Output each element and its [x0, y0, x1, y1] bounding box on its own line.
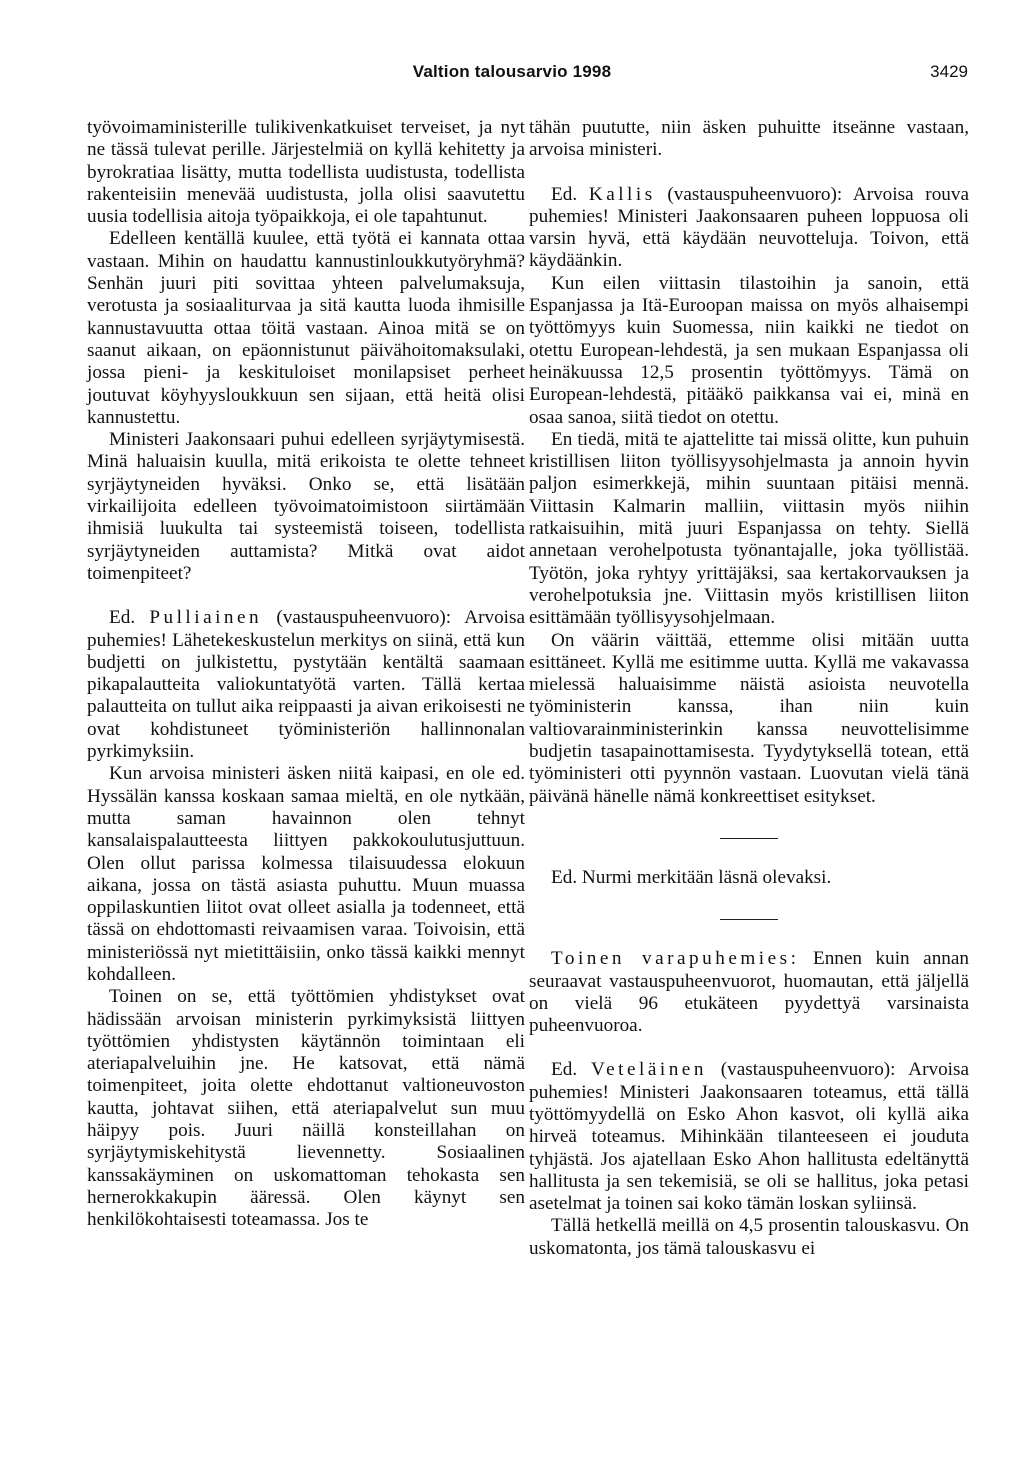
right-column [529, 117, 969, 1260]
running-header-title: Valtion talousarvio 1998 [412, 62, 612, 81]
paragraph: Edelleen kentällä kuulee, että työtä ei kannata ottaa vastaan. Mihin on haudattu kannustinloukkutyöryhmä? Senhän juuri piti sovittaa yhteen palvelumaksuja, verotusta ja sosiaaliturvaa ja sitä kautta luoda ihmisille kannustavuutta ottaa töitä vastaan. Ainoa mitä se on saanut aikaan, on epäonnistunut päivähoitomaksulaki, jossa pieni- ja keskituloiset monilapsiset perheet joutuvat köyhyysloukkuun sen sijaan, että heitä olisi kannustettu. [87, 228, 525, 428]
paragraph: Kun arvoisa ministeri äsken niitä kaipasi, en ole ed. Hyssälän kanssa koskaan samaa mieltä, en ole nytkään, mutta saman havainnon olen tehnyt kansalaispalautteesta liittyen pakkokoulutusjuttuun. Olen ollut parissa kolmessa tilaisuudessa elokuun aikana, jossa on tästä asiasta puhuttu. Muun muassa oppilaskuntien liitot ovat olleet asialla ja todenneet, että tässä on ehdottomasti reivaamisen varaa. Toivoisin, että ministeriössä nyt mietittäisiin, onko tässä kaikki mennyt kohdalleen. [87, 763, 525, 985]
left-column [87, 117, 525, 1232]
speaker-paragraph [529, 184, 969, 273]
speaker-name: Pulliainen [149, 607, 263, 629]
speaker-prefix: Ed. [551, 183, 578, 205]
page-number: 3429 [930, 62, 968, 81]
paragraph: En tiedä, mitä te ajattelitte tai missä olitte, kun puhuin kristillisen liiton työllisyysohjelmasta ja annoin hyvin paljon esimerkkejä, mihin suuntaan pitäisi mennä. Viittasin Kalmarin malliin, viittasin myös niihin ratkaisuihin, mitä juuri Espanjassa on tehty. Siellä annetaan verohelpotusta työnantajalle, joka työllistää. Työtön, joka ryhtyy yrittäjäksi, saa kertakorvauksen ja verohelpotuksia jne. Viittasin myös kristillisen liiton esittämään työllisyysohjelmaan. [529, 428, 969, 629]
paragraph: Toinen on se, että työttömien yhdistykset ovat hädissään arvoisan ministerin pyrkimyksistä liittyen työttömien yhdistysten käytännön toimintaan eli ateriapalveluihin jne. He katsovat, että nämä toimenpiteet, joita olette ehdottanut valtioneuvoston kautta, johtavat siihen, että ateriapalvelut sun muu häipyy pois. Juuri näillä konsteillahan on syrjäytymiskehitystä lievennetty. Sosiaalinen kanssakäyminen on uskomattoman tehokasta sen hernerokkakupin ääressä. Olen käynyt sen henkilökohtaisesti toteamassa. Jos te [87, 986, 525, 1231]
paragraph: tähän puututte, niin äsken puhuitte itseänne vastaan, arvoisa ministeri. [529, 117, 969, 161]
paragraph: Ministeri Jaakonsaari puhui edelleen syrjäytymisestä. Minä haluaisin kuulla, mitä erikoista te olette tehneet syrjäytyneiden hyväksi. Onko se, että lisätään virkailijoita edelleen työvoimatoimistoon siirtämään ihmisiä luukulta tai systeemistä toiseen, todellista syrjäytyneiden auttamista? Mitkä ovat aidot toimenpiteet? [87, 429, 525, 584]
speaker-prefix: Ed. [109, 607, 136, 629]
speaker-name: Toinen varapuhemies: [551, 948, 800, 970]
speech-text: (vastauspuheenvuoro): Arvoisa rouva puhemies! Ministeri Jaakonsaaren puheen loppuosa oli varsin hyvä, että käydään neuvotteluja. Toivon, että käydäänkin. [529, 183, 969, 272]
speech-text: Ennen kuin annan seuraavat vastauspuheenvuorot, huomautan, että jäljellä on vielä 96 etukäteen pyydettyä varsinaista puheenvuoroa. [529, 948, 969, 1037]
paragraph: On väärin väittää, ettemme olisi mitään uutta esittäneet. Kyllä me esitimme uutta. Kyllä me vakavassa mielessä haluaisimme näistä asioista neuvotella työministerin kanssa, ihan niin kuin valtiovarainministerinkin kanssa neuvottelisimme budjetin tasapainottamisesta. Tyydytyksellä totean, että työministeri otti pyynnön vastaan. Luovutan vielä tänä päivänä hänelle nämä konkreettiset esitykset. [529, 629, 969, 807]
speaker-name: Kallis [588, 183, 656, 205]
section-divider [720, 919, 778, 920]
attendance-note: Ed. Nurmi merkitään läsnä olevaksi. [551, 866, 832, 888]
speaker-name: Veteläinen [590, 1059, 707, 1081]
speaker-paragraph [529, 948, 969, 1037]
speaker-paragraph [529, 1059, 969, 1215]
section-divider [720, 838, 778, 839]
paragraph: Kun eilen viittasin tilastoihin ja sanoin, että Espanjassa ja Itä-Euroopan maissa on myös alhaisempi työttömyys kuin Suomessa, niin kaikki ne tiedot on otettu European-lehdestä, ja sen mukaan Espanjassa oli heinäkuussa 12,5 prosentin työttömyys. Tämä on European-lehdestä, pitääkö paikkansa vai ei, minä en osaa sanoa, siitä tiedot on otettu. [529, 272, 969, 428]
speech-text: (vastauspuheenvuoro): Arvoisa puhemies! Ministeri Jaakonsaaren toteamus, että tällä työttömyydellä on Esko Ahon kasvot, oli kyllä aika hirveä toteamus. Mihinkään tilanteeseen ei jouduta tyhjästä. Jos ajatellaan Esko Ahon hallitusta edeltänyttä hallitusta ja sen tekemisiä, se oli se hallitus, joka petasi asetelmat ja toinen sai koko tämän loskan syliinsä. [529, 1059, 969, 1215]
speech-text: (vastauspuheenvuoro): Arvoisa puhemies! Lähetekeskustelun merkitys on siinä, että kun budjetti on julkistettu, pystytään kentältä saamaan pikapalautteita valiokuntatyötä varten. Tällä kertaa palautteita on tullut aika reippaasti ja aivan erikoisesti ne ovat kohdistuneet työministeriön hallinnonalan pyrkimyksiin. [87, 607, 525, 763]
speaker-prefix: Ed. [551, 1059, 578, 1081]
paragraph: Tällä hetkellä meillä on 4,5 prosentin talouskasvu. On uskomatonta, jos tämä talouskasvu ei [529, 1215, 969, 1259]
paragraph: työvoimaministerille tulikivenkatkuiset terveiset, ja nyt ne tässä tulevat perille. Järjestelmiä on kyllä kehitetty ja byrokratiaa lisätty, mutta todellista uudistusta, todellista rakenteisiin menevää uudistusta, jolla olisi saavutettu uusia todellisia aitoja työpaikkoja, ei ole tapahtunut. [87, 117, 525, 228]
speaker-paragraph [87, 607, 525, 763]
